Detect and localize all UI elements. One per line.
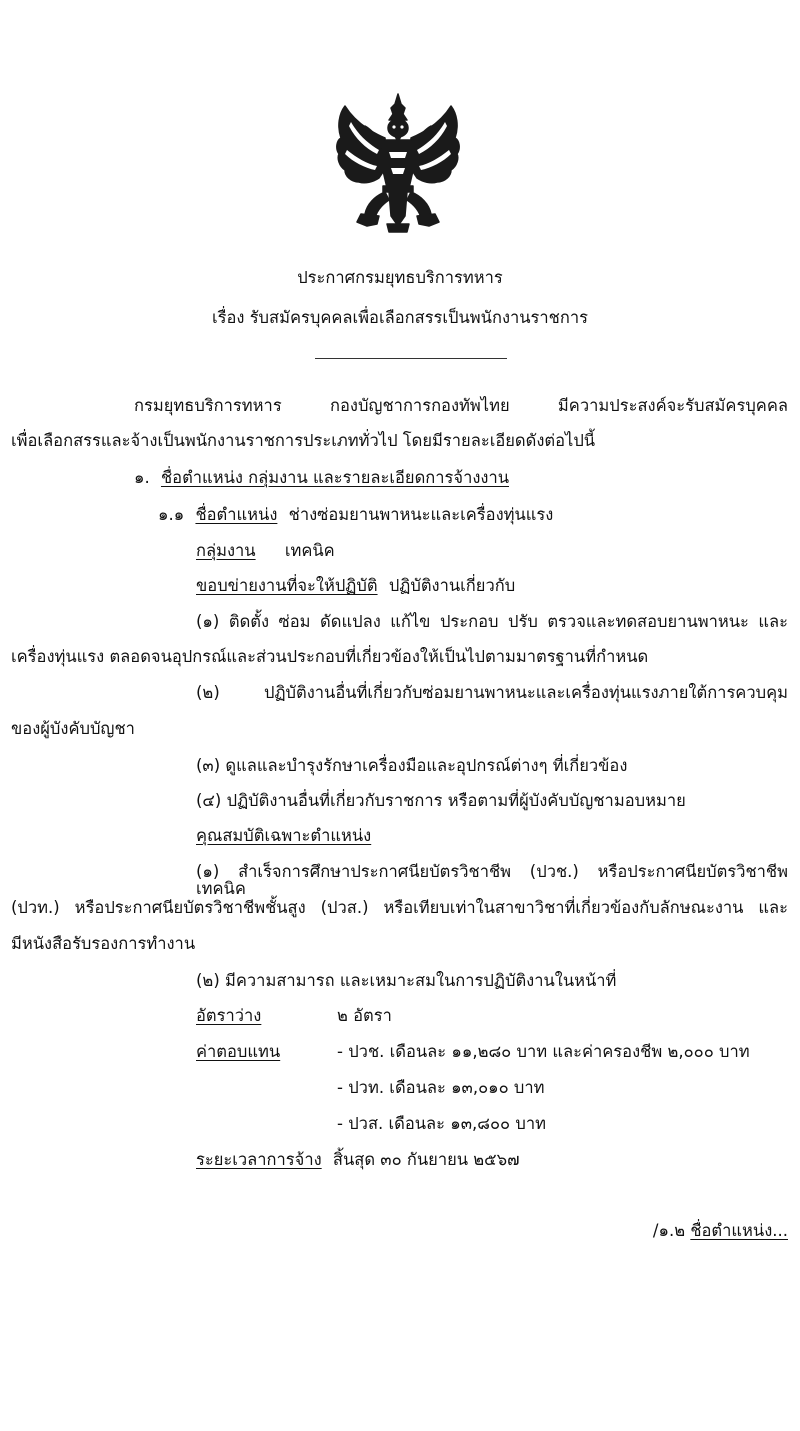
- duty-1-line-2: เครื่องทุ่นแรง ตลอดจนอุปกรณ์และส่วนประกอบที่เกี่ยวข้องให้เป็นไปตามมาตรฐานที่กำหนด: [11, 647, 649, 666]
- continuation-prefix: /๑.๒: [652, 1221, 686, 1240]
- compensation-label: ค่าตอบแทน: [196, 1042, 281, 1061]
- employment-term-label: ระยะเวลาการจ้าง: [196, 1150, 322, 1169]
- qualification-label: คุณสมบัติเฉพาะตำแหน่ง: [196, 826, 372, 845]
- scope-label: ขอบข่ายงานที่จะให้ปฏิบัติ: [196, 576, 378, 595]
- compensation-item: - ปวท. เดือนละ ๑๓,๐๑๐ บาท: [337, 1078, 545, 1097]
- divider-line: [315, 358, 507, 359]
- compensation-item: - ปวช. เดือนละ ๑๑,๒๘๐ บาท และค่าครองชีพ ๒,๐๐๐ บาท: [337, 1042, 750, 1061]
- announcement-title: ประกาศกรมยุทธบริการทหาร: [297, 268, 503, 287]
- position-name-label: ชื่อตำแหน่ง: [195, 505, 278, 524]
- position-number: ๑.๑: [158, 505, 185, 524]
- duty-4: (๔) ปฏิบัติงานอื่นที่เกี่ยวกับราชการ หรือตามที่ผู้บังคับบัญชามอบหมาย: [196, 791, 686, 810]
- work-group-row: [196, 543, 335, 560]
- continuation-label: ชื่อตำแหน่ง...: [690, 1221, 788, 1240]
- qualification-1-line-3: มีหนังสือรับรองการทำงาน: [11, 934, 196, 953]
- qualification-1-line-1: (๑) สำเร็จการศึกษาประกาศนียบัตรวิชาชีพ (ปวช.) หรือประกาศนียบัตรวิชาชีพเทคนิค: [196, 862, 788, 898]
- intro-line-1: กรมยุทธบริการทหาร กองบัญชาการกองทัพไทย มีความประสงค์จะรับสมัครบุคคล: [134, 396, 788, 415]
- scope-row: [196, 578, 515, 595]
- vacancy-value: ๒ อัตรา: [337, 1006, 392, 1025]
- duty-2-line-2: ของผู้บังคับบัญชา: [11, 719, 135, 738]
- announcement-subject: เรื่อง รับสมัครบุคคลเพื่อเลือกสรรเป็นพนักงานราชการ: [211, 308, 588, 327]
- qualification-1-line-2: (ปวท.) หรือประกาศนียบัตรวิชาชีพชั้นสูง (ปวส.) หรือเทียบเท่าในสาขาวิชาที่เกี่ยวข้องกับลักษณะงาน และ: [11, 898, 788, 917]
- vacancy-label: อัตราว่าง: [196, 1006, 262, 1025]
- duty-2-line-1: (๒) ปฏิบัติงานอื่นที่เกี่ยวกับซ่อมยานพาหนะและเครื่องทุ่นแรงภายใต้การควบคุม: [196, 683, 788, 702]
- work-group-value: เทคนิค: [284, 541, 335, 560]
- section-1-number: ๑.: [134, 468, 150, 487]
- position-name-value: ช่างซ่อมยานพาหนะและเครื่องทุ่นแรง: [288, 505, 554, 524]
- duty-1-line-1: (๑) ติดตั้ง ซ่อม ดัดแปลง แก้ไข ประกอบ ปรับ ตรวจและทดสอบยานพาหนะ และ: [196, 612, 788, 631]
- scope-value: ปฏิบัติงานเกี่ยวกับ: [388, 576, 516, 595]
- intro-line-2: เพื่อเลือกสรรและจ้างเป็นพนักงานราชการประเภททั่วไป โดยมีรายละเอียดดังต่อไปนี้: [11, 431, 596, 450]
- section-1-title: ชื่อตำแหน่ง กลุ่มงาน และรายละเอียดการจ้างงาน: [160, 468, 509, 487]
- employment-term-value: สิ้นสุด ๓๐ กันยายน ๒๕๖๗: [332, 1150, 520, 1169]
- work-group-label: กลุ่มงาน: [196, 541, 256, 560]
- section-1-heading: [134, 470, 509, 487]
- qualification-2: (๒) มีความสามารถ และเหมาะสมในการปฏิบัติงานในหน้าที่: [196, 971, 617, 990]
- employment-term-row: [196, 1152, 520, 1169]
- duty-3: (๓) ดูแลและบำรุงรักษาเครื่องมือและอุปกรณ์ต่างๆ ที่เกี่ยวข้อง: [196, 756, 628, 775]
- position-name-row: [158, 507, 553, 524]
- continuation-note: [620, 1223, 788, 1240]
- garuda-emblem-icon: [331, 92, 465, 242]
- compensation-item: - ปวส. เดือนละ ๑๓,๘๐๐ บาท: [337, 1114, 546, 1133]
